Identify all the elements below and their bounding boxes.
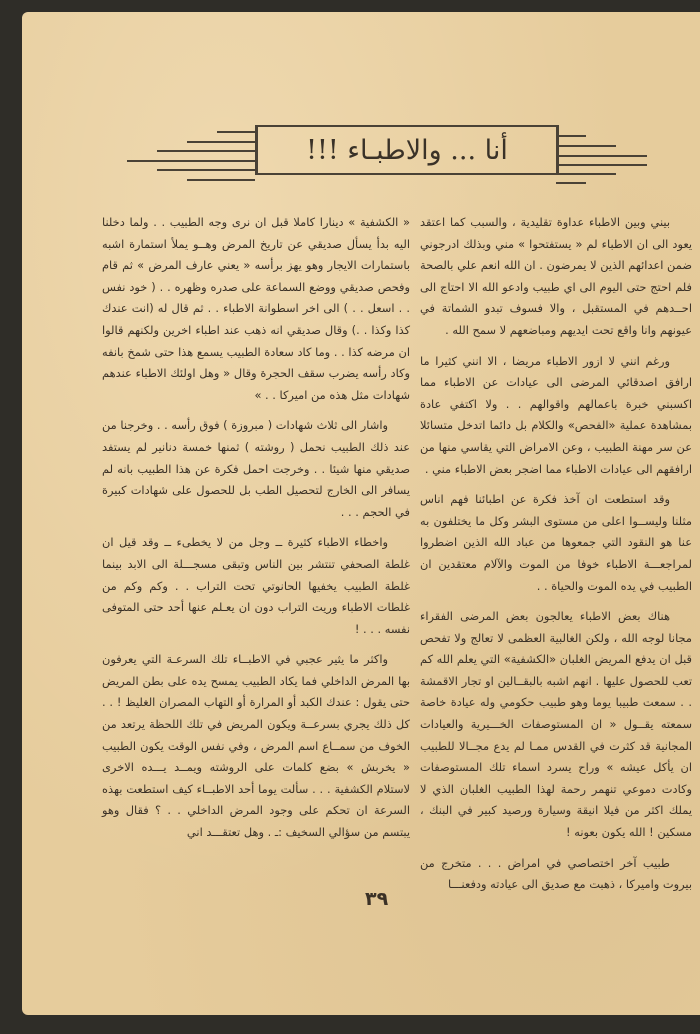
paragraph: ورغم انني لا ازور الاطباء مريضا ، الا انني كثيرا ما ارافق اصدقائي المرضى الى عيادات عن الاطباء مما اكسبني خبرة باعمالهم واقوالهم . . ولا اكتفي عادة بمشاهدة عملية «الفحص» والكلام بل دائما اتدخل متسائلا عن سر مهنة الطبيب ، وعن الامراض التي يقاسي منها من ارافقهم الى عيادات الاطباء مما اضجر بعض الاطباء مني .: [420, 353, 692, 476]
title-banner: [127, 125, 647, 185]
title-decoration-left: [127, 125, 255, 185]
paragraph: واخطاء الاطباء كثيرة ــ وجل من لا يخطىء ــ وقد قيل ان غلطة الصحفي تنتشر بين الناس وتبقى مسجـــلة الى الابد بينما غلطة الطبيب يخفيها الحانوتي تحت التراب . . وكم وكم من غلطات الاطباء وريت التراب دون ان يعـلم عنها أحد حتى المتوفى نفسه . . . !: [102, 535, 410, 636]
paragraph: طبيب آخر اختصاصي في امراض . . . متخرج من بيروت واميركا ، ذهبت مع صديق الى عيادته ودفعنـــا: [420, 855, 692, 892]
magazine-page: [22, 12, 700, 1015]
page-number: ٣٩: [365, 888, 389, 910]
article-title: أنا ... والاطبـاء !!!: [306, 134, 508, 166]
paragraph: هناك بعض الاطباء يعالجون بعض المرضى الفقراء مجانا لوجه الله ، ولكن الغالبية العظمى لا تعالج ولا تفحص قبل ان يدفع المريض الغلبان «الكشفية» التي يعلم الله كم تعب للحصول عليها . انهم اشبه بالبقــالين او تجار الاقمشة . . سمعت طبيبا يوما وهو طبيب حكومي وله عيادة خاصة سمعته يقــول « ان المستوصفات الخـــيرية والعيادات المجانية قد كثرت في القدس ممـا لم يدع مجــالا للطبيب ان يأكل عيشه » وراح يسرد اسماء تلك المستوصفات وكادت دموعي تنهمر رحمة لهذا الطبيب الغلبان الذي لا يملك اكثر من فيلا انيقة وسيارة ورصيد كبير في البنك ، مسكين ! الله يكون بعونه !: [420, 609, 692, 840]
paragraph: بيني وبين الاطباء عداوة تقليدية ، والسبب كما اعتقد يعود الى ان الاطباء لم « يستفتحوا » مني وبذلك ادرجوني ضمن اعدائهم الذين لا يمرضون . ان الله انعم علي بالصحة فلم احتج حتى اليوم الى اي طبيب وادعو الله الا احتاج الى احــدهم في المستقبل ، والا فسوف تبدو الشماتة في عيونهم وانا واقع تحت ايديهم ومباضعهم لا سمح الله .: [420, 215, 692, 337]
left-column: [102, 212, 410, 853]
paragraph: واشار الى ثلاث شهادات ( مبروزة ) فوق رأسه . . وخرجنا من عند ذلك الطبيب نحمل ( روشته ) ثمنها خمسة دنانير لم يستفد صديقي منها شيئا . . وخرجت احمل فكرة عن هذا الطبيب بانه لم يسافر الى الخارج لتحصيل الطب بل للحصول على شهادات كبيرة في الحجم . . .: [102, 418, 410, 519]
paragraph: وقد استطعت ان آخذ فكرة عن اطبائنا فهم اناس مثلنا وليســوا اعلى من مستوى البشر وكل ما يختلفون به عنا هو النقود التي جمعوها من عباد الله الذين اضطروا لمراجعـــة الاطباء خوفا من الموت والآلام معتقدين ان الطبيب في يده الموت والحياة . .: [420, 492, 692, 593]
paragraph: واكثر ما يثير عجبي في الاطبــاء تلك السرعـة التي يعرفون بها المرض الداخلي فما يكاد الطبيب يمسح يده على بطن المريض حتى يقول : عندك الكبد أو المرارة أو التهاب المصران الغليظ ! . . كل ذلك يجري بسرعــة ويكون المريض في تلك اللحظة يرتعد من الخوف من سمــاع اسم المرض ، وفي نفس الوقت يكون الطبيب « يخربش » بضع كلمات على الروشته ويمــد يـــده الاخرى لاستلام الكشفية . . . سألت يوما أحد الاطبــاء كيف استطعت بهذه السرعة ان تحكم على وجود المرض الداخلي . . ؟ فقال وهو يبتسم من سؤالي السخيف :ـ . وهل تعتقـــد اني: [102, 652, 410, 840]
paragraph: « الكشفية » دينارا كاملا قبل ان نرى وجه الطبيب . . ولما دخلنا اليه بدأ يسأل صديقي عن تاريخ المرض وهــو يملأ استمارة اشبه باستمارات الايجار وهو يهز برأسه « يعني عارف المرض » ثم قام وفحص صديقي ووضع السماعة على صدره وظهره . . ( خود نفس . . اسعل . . ) الى اخر اسطوانة الاطباء . . ثم قال له (انت عندك كذا وكذا . .) وقال صديقي انه ذهب عند اطباء اخرين ولكنهم قالوا ان مرضه كذا . . وما كاد سعادة الطبيب يسمع هذا حتى شمخ بانفه وكاد رأسه يضرب سقف الحجرة وقال « وهل اولئك الاطباء عندهم شهادات مثل هذه من اميركا . . »: [102, 215, 410, 402]
title-box: [255, 125, 559, 175]
right-column: [420, 212, 692, 905]
title-decoration-right: [556, 125, 647, 185]
